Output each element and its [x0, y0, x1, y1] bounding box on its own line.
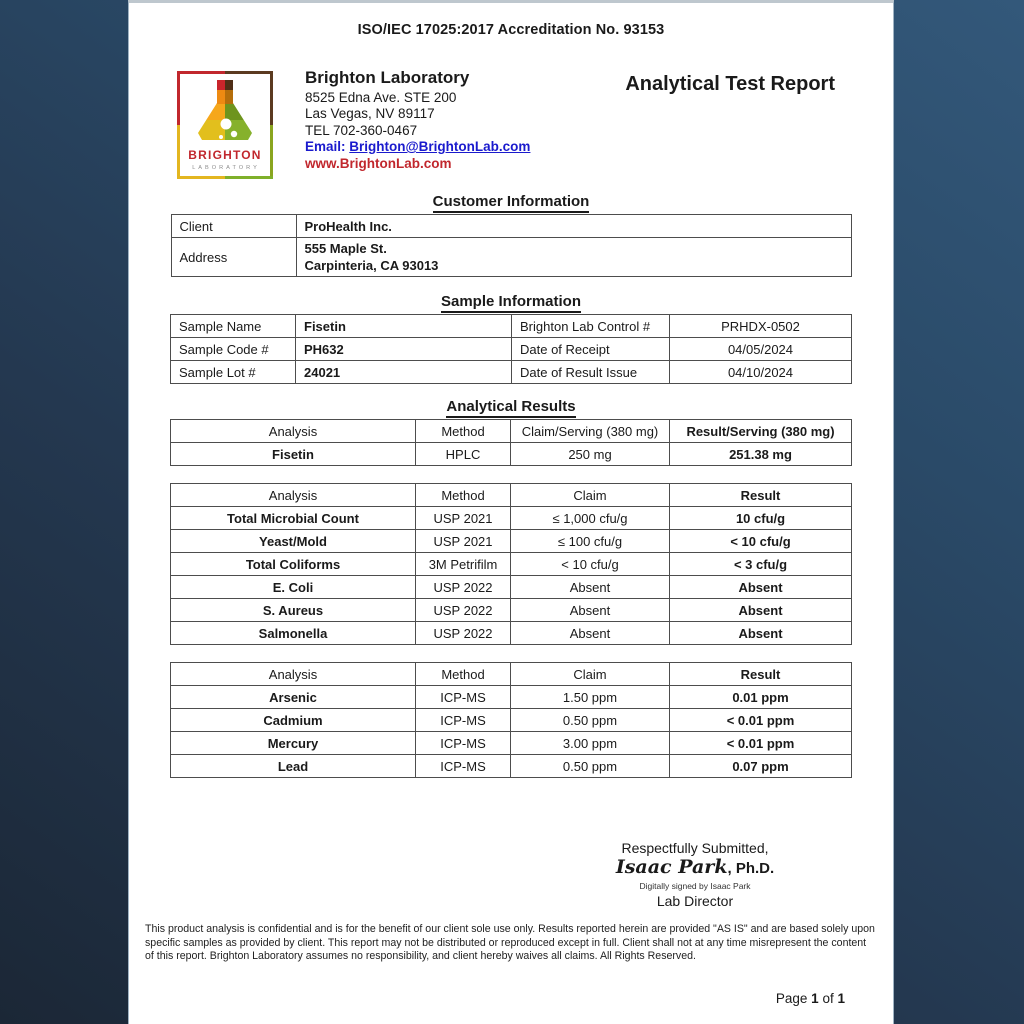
address-value: 555 Maple St. Carpinteria, CA 93013	[296, 238, 851, 277]
method-cell: ICP-MS	[416, 755, 511, 778]
column-header: Analysis	[171, 663, 416, 686]
analysis-cell: Salmonella	[171, 622, 416, 645]
result-cell: 0.01 ppm	[670, 686, 852, 709]
result-cell: 10 cfu/g	[670, 507, 852, 530]
analysis-cell: S. Aureus	[171, 599, 416, 622]
table-row	[171, 338, 852, 361]
claim-cell: Absent	[511, 599, 670, 622]
table-row	[171, 507, 852, 530]
section-title-customer-information: Customer Information	[129, 193, 893, 210]
column-header: Analysis	[171, 420, 416, 443]
method-cell: USP 2022	[416, 622, 511, 645]
column-header: Analysis	[171, 484, 416, 507]
claim-cell: ≤ 100 cfu/g	[511, 530, 670, 553]
sample-field-label: Sample Code #	[171, 338, 296, 361]
signature-name: Isaac Park, Ph.D.	[615, 856, 775, 878]
column-header: Result	[670, 484, 852, 507]
address-label: Address	[171, 238, 296, 277]
method-cell: USP 2022	[416, 576, 511, 599]
table-header-row	[171, 484, 852, 507]
claim-cell: 0.50 ppm	[511, 709, 670, 732]
table-row	[171, 686, 852, 709]
claim-cell: ≤ 1,000 cfu/g	[511, 507, 670, 530]
signature-block	[575, 840, 815, 909]
result-cell: Absent	[670, 599, 852, 622]
table-row	[171, 622, 852, 645]
analysis-cell: Total Microbial Count	[171, 507, 416, 530]
analysis-cell: Fisetin	[171, 443, 416, 466]
signature-salutation: Respectfully Submitted,	[621, 840, 769, 856]
sample-field-value: PRHDX-0502	[670, 315, 852, 338]
column-header: Result	[670, 663, 852, 686]
table-header-row	[171, 420, 852, 443]
analysis-cell: E. Coli	[171, 576, 416, 599]
column-header: Method	[416, 420, 511, 443]
column-header: Claim	[511, 484, 670, 507]
column-header: Claim	[511, 663, 670, 686]
client-value: ProHealth Inc.	[296, 215, 851, 238]
result-cell: 0.07 ppm	[670, 755, 852, 778]
sample-field-label: Sample Name	[171, 315, 296, 338]
section-title-sample-information: Sample Information	[129, 293, 893, 310]
claim-cell: 1.50 ppm	[511, 686, 670, 709]
method-cell: USP 2021	[416, 530, 511, 553]
result-cell: < 3 cfu/g	[670, 553, 852, 576]
lab-phone: TEL 702-360-0467	[305, 122, 418, 138]
claim-cell: 3.00 ppm	[511, 732, 670, 755]
email-label: Email:	[305, 139, 346, 154]
table-row	[171, 315, 852, 338]
claim-cell: 250 mg	[511, 443, 670, 466]
claim-cell: 0.50 ppm	[511, 755, 670, 778]
table-row	[171, 361, 852, 384]
table-header-row	[171, 663, 852, 686]
accreditation-line: ISO/IEC 17025:2017 Accreditation No. 93153	[357, 22, 665, 38]
report-page	[128, 0, 894, 1024]
result-cell: Absent	[670, 622, 852, 645]
column-header: Method	[416, 663, 511, 686]
lab-email-line	[305, 139, 530, 156]
sample-info-table	[170, 314, 852, 384]
method-cell: USP 2022	[416, 599, 511, 622]
claim-cell: < 10 cfu/g	[511, 553, 670, 576]
lab-address-line2: Las Vegas, NV 89117	[305, 106, 435, 121]
table-row	[171, 599, 852, 622]
sample-field-value: 24021	[296, 361, 512, 384]
table-row	[171, 530, 852, 553]
result-cell: 251.38 mg	[670, 443, 852, 466]
column-header: Claim/Serving (380 mg)	[511, 420, 670, 443]
result-cell: < 0.01 ppm	[670, 732, 852, 755]
page-number: Page 1 of 1	[775, 990, 845, 1006]
report-title: Analytical Test Report	[625, 73, 835, 95]
lab-name: Brighton Laboratory	[305, 68, 470, 87]
table-row	[171, 732, 852, 755]
sample-field-label: Sample Lot #	[171, 361, 296, 384]
analysis-cell: Total Coliforms	[171, 553, 416, 576]
lab-address-line1: 8525 Edna Ave. STE 200	[305, 89, 457, 105]
method-cell: ICP-MS	[416, 732, 511, 755]
client-label: Client	[171, 215, 296, 238]
sample-field-value: Fisetin	[296, 315, 512, 338]
report-header	[176, 70, 835, 180]
method-cell: ICP-MS	[416, 709, 511, 732]
sample-field-value: 04/10/2024	[670, 361, 852, 384]
analysis-cell: Arsenic	[171, 686, 416, 709]
disclaimer-text: This product analysis is confidential and is for the benefit of our client sole use only. Results reported herein are provided "AS IS" and are based solely upon specific samples as provided by client. This report may not be distributed or reproduced except in full. Client shall not at any time misrepresent the content of this report. Brighton Laboratory assumes no responsibility, and client hereby waives all claims. All Rights Reserved.	[145, 923, 875, 962]
table-row	[171, 576, 852, 599]
sample-field-label: Brighton Lab Control #	[512, 315, 670, 338]
heavy-metals-results-table	[170, 662, 852, 778]
sample-field-label: Date of Result Issue	[512, 361, 670, 384]
claim-cell: Absent	[511, 576, 670, 599]
analysis-cell: Yeast/Mold	[171, 530, 416, 553]
sample-field-label: Date of Receipt	[512, 338, 670, 361]
result-cell: < 10 cfu/g	[670, 530, 852, 553]
email-link[interactable]: Brighton@BrightonLab.com	[349, 139, 531, 154]
section-title-analytical-results: Analytical Results	[129, 398, 893, 415]
table-row	[171, 709, 852, 732]
table-row	[171, 215, 851, 238]
logo-wordmark: BRIGHTON	[188, 148, 262, 162]
method-cell: USP 2021	[416, 507, 511, 530]
customer-info-table	[171, 214, 852, 277]
sample-field-value: 04/05/2024	[670, 338, 852, 361]
table-row	[171, 443, 852, 466]
method-cell: ICP-MS	[416, 686, 511, 709]
analysis-cell: Mercury	[171, 732, 416, 755]
brighton-logo	[176, 70, 274, 180]
analysis-cell: Lead	[171, 755, 416, 778]
analysis-cell: Cadmium	[171, 709, 416, 732]
column-header: Result/Serving (380 mg)	[670, 420, 852, 443]
method-cell: 3M Petrifilm	[416, 553, 511, 576]
signer-title: Lab Director	[656, 893, 734, 909]
microbial-results-table	[170, 483, 852, 645]
flask-logo-icon	[176, 70, 274, 180]
website-link[interactable]: www.BrightonLab.com	[305, 155, 452, 171]
digital-signature-note: Digitally signed by Isaac Park	[639, 881, 751, 891]
claim-cell: Absent	[511, 622, 670, 645]
result-cell: < 0.01 ppm	[670, 709, 852, 732]
result-cell: Absent	[670, 576, 852, 599]
logo-subtext: LABORATORY	[192, 165, 260, 171]
table-row	[171, 553, 852, 576]
lab-contact-block	[305, 70, 530, 172]
table-row	[171, 755, 852, 778]
table-row	[171, 238, 851, 277]
sample-field-value: PH632	[296, 338, 512, 361]
column-header: Method	[416, 484, 511, 507]
assay-results-table	[170, 419, 852, 466]
method-cell: HPLC	[416, 443, 511, 466]
